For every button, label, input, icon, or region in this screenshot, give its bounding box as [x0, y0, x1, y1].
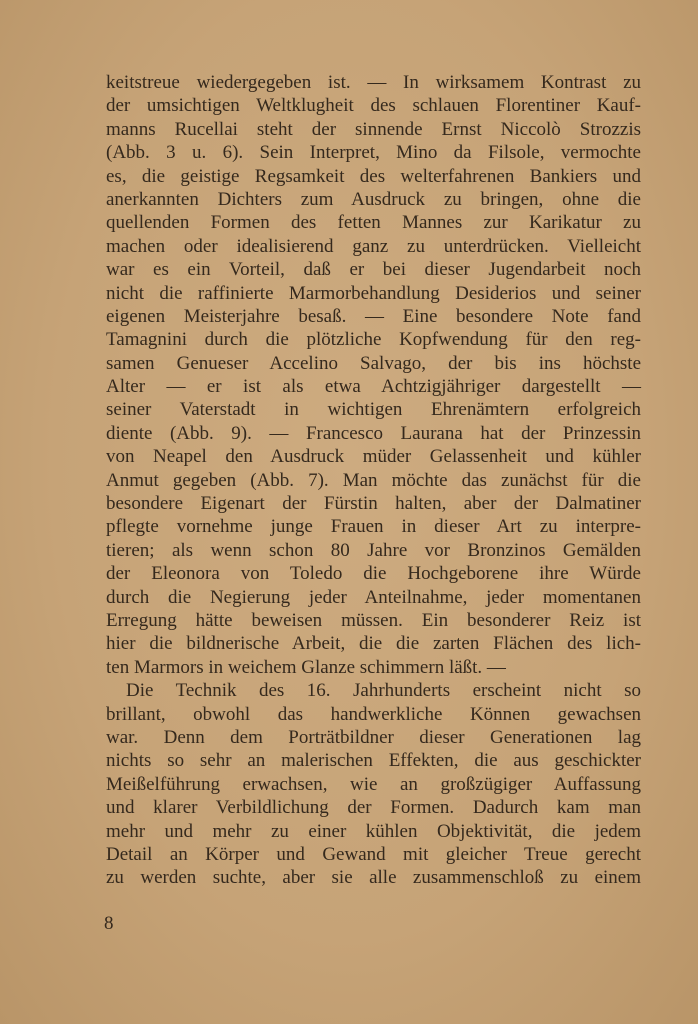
- text-line: besondere Eigenart der Fürstin halten, aber der Dalmatiner: [106, 493, 641, 515]
- text-line: durch die Negierung jeder Anteilnahme, jeder momentanen: [106, 586, 641, 608]
- text-line: mehr und mehr zu einer kühlen Objektivität, die jedem: [106, 820, 641, 842]
- text-line: anerkannten Dichters zum Ausdruck zu bringen, ohne die: [106, 188, 641, 210]
- text-line: nicht die raffinierte Marmorbehandlung Desiderios und seiner: [106, 282, 641, 304]
- text-line: Alter — er ist als etwa Achtzigjähriger dargestellt —: [106, 376, 641, 398]
- text-line: manns Rucellai steht der sinnende Ernst Niccolò Strozzis: [106, 118, 641, 140]
- text-line: samen Genueser Accelino Salvago, der bis ins höchste: [106, 352, 641, 374]
- text-line: (Abb. 3 u. 6). Sein Interpret, Mino da Filsole, vermochte: [106, 142, 641, 164]
- text-line: Meißelführung erwachsen, wie an großzügiger Auffassung: [106, 773, 641, 795]
- text-line: zu werden suchte, aber sie alle zusammenschloß zu einem: [106, 867, 641, 889]
- text-line: und klarer Verbildlichung der Formen. Dadurch kam man: [106, 797, 641, 819]
- text-line: pflegte vornehme junge Frauen in dieser Art zu interpre-: [106, 516, 641, 538]
- text-line: brillant, obwohl das handwerkliche Können gewachsen: [106, 703, 641, 725]
- text-line: eigenen Meisterjahre besaß. — Eine besondere Note fand: [106, 305, 641, 327]
- text-line: der Eleonora von Toledo die Hochgeborene ihre Würde: [106, 563, 641, 585]
- text-line: ten Marmors in weichem Glanze schimmern läßt. —: [106, 656, 506, 678]
- text-line: Anmut gegeben (Abb. 7). Man möchte das zunächst für die: [106, 469, 641, 491]
- text-line: war es ein Vorteil, daß er bei dieser Jugendarbeit noch: [106, 259, 641, 281]
- text-line: nichts so sehr an malerischen Effekten, die aus geschickter: [106, 750, 641, 772]
- text-line: quellenden Formen des fetten Mannes zur Karikatur zu: [106, 212, 641, 234]
- text-line: Detail an Körper und Gewand mit gleicher Treue gerecht: [106, 843, 641, 865]
- text-line: der umsichtigen Weltklugheit des schlauen Florentiner Kauf-: [106, 95, 641, 117]
- text-line: von Neapel den Ausdruck müder Gelassenheit und kühler: [106, 446, 641, 468]
- text-line: Tamagnini durch die plötzliche Kopfwendung für den reg-: [106, 329, 641, 351]
- text-line: es, die geistige Regsamkeit des welterfahrenen Bankiers und: [106, 165, 641, 187]
- page-number: 8: [104, 913, 114, 934]
- text-line: Erregung hätte beweisen müssen. Ein besonderer Reiz ist: [106, 609, 641, 631]
- page-body-text: [106, 71, 641, 890]
- text-line: war. Denn dem Porträtbildner dieser Generationen lag: [106, 726, 641, 748]
- text-line: Die Technik des 16. Jahrhunderts erscheint nicht so: [126, 680, 641, 702]
- text-line: hier die bildnerische Arbeit, die die zarten Flächen des lich-: [106, 633, 641, 655]
- text-line: diente (Abb. 9). — Francesco Laurana hat der Prinzessin: [106, 422, 641, 444]
- text-line: seiner Vaterstadt in wichtigen Ehrenämtern erfolgreich: [106, 399, 641, 421]
- text-line: keitstreue wiedergegeben ist. — In wirksamem Kontrast zu: [106, 72, 641, 93]
- text-line: tieren; als wenn schon 80 Jahre vor Bronzinos Gemälden: [106, 539, 641, 561]
- text-line: machen oder idealisierend ganz zu unterdrücken. Vielleicht: [106, 235, 641, 257]
